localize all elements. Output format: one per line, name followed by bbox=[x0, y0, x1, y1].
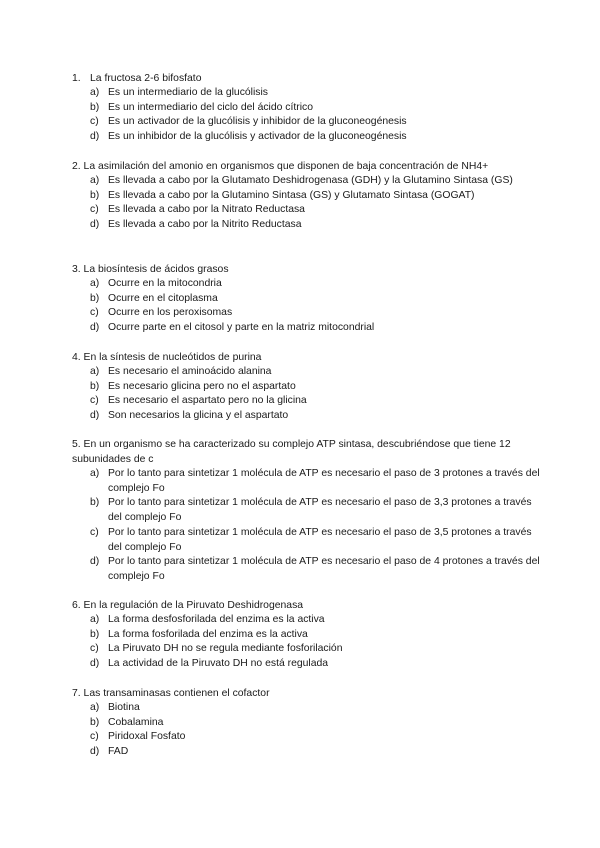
option-letter: c) bbox=[90, 204, 99, 216]
option-list bbox=[72, 174, 542, 233]
option-text: Es un inhibidor de la glucólisis y activador de la gluconeogénesis bbox=[108, 131, 407, 143]
option-b bbox=[72, 189, 542, 204]
option-text: La forma fosforilada del enzima es la activa bbox=[108, 628, 308, 640]
option-letter: b) bbox=[90, 189, 100, 201]
question-stem: 7. Las transaminasas contienen el cofactor bbox=[72, 688, 270, 699]
question-stem: 2. La asimilación del amonio en organismos que disponen de baja concentración de NH4+ bbox=[72, 161, 489, 172]
question-2 bbox=[72, 159, 542, 233]
option-letter: a) bbox=[90, 614, 100, 625]
option-text: Es necesario el aminoácido alanina bbox=[108, 366, 272, 377]
question-7 bbox=[72, 686, 542, 760]
option-letter: a) bbox=[90, 468, 100, 479]
option-letter: b) bbox=[90, 497, 100, 509]
option-c bbox=[72, 526, 542, 555]
option-letter: a) bbox=[90, 702, 100, 713]
option-letter: c) bbox=[90, 643, 99, 655]
option-letter: c) bbox=[90, 307, 99, 319]
option-letter: b) bbox=[90, 716, 100, 728]
question-1 bbox=[72, 71, 542, 145]
option-letter: d) bbox=[90, 322, 100, 334]
option-letter: a) bbox=[90, 366, 100, 377]
option-text: Son necesarios la glicina y el aspartato bbox=[108, 410, 289, 422]
question-stem bbox=[72, 71, 542, 86]
option-d bbox=[72, 745, 542, 760]
option-b bbox=[72, 628, 542, 643]
option-list bbox=[72, 613, 542, 672]
option-text: Es un intermediario de la glucólisis bbox=[108, 87, 268, 98]
option-c bbox=[72, 203, 542, 218]
question-6 bbox=[72, 598, 542, 672]
option-c bbox=[72, 730, 542, 745]
option-letter: b) bbox=[90, 628, 100, 640]
option-d bbox=[72, 555, 542, 584]
option-letter: c) bbox=[90, 526, 99, 538]
option-letter: d) bbox=[90, 131, 100, 143]
option-text: Ocurre parte en el citosol y parte en la matriz mitocondrial bbox=[108, 322, 375, 334]
option-letter: b) bbox=[90, 380, 100, 392]
option-list bbox=[72, 467, 542, 585]
option-text: Es un activador de la glucólisis y inhibidor de la gluconeogénesis bbox=[108, 116, 407, 128]
option-d bbox=[72, 218, 542, 233]
option-letter: c) bbox=[90, 116, 99, 128]
option-a bbox=[72, 86, 542, 101]
option-a bbox=[72, 277, 542, 292]
option-letter: a) bbox=[90, 278, 100, 289]
option-letter: c) bbox=[90, 731, 99, 743]
option-d bbox=[72, 321, 542, 336]
option-text: Por lo tanto para sintetizar 1 molécula de ATP es necesario el paso de 3 protones a través del complejo Fo bbox=[108, 468, 540, 494]
option-letter: d) bbox=[90, 746, 100, 758]
option-a bbox=[72, 365, 542, 380]
option-text: Piridoxal Fosfato bbox=[108, 731, 186, 743]
option-letter: d) bbox=[90, 556, 100, 568]
option-b bbox=[72, 101, 542, 116]
option-text: Es un intermediario del ciclo del ácido cítrico bbox=[108, 101, 314, 113]
option-b bbox=[72, 380, 542, 395]
option-c bbox=[72, 642, 542, 657]
option-c bbox=[72, 115, 542, 130]
option-text: La forma desfosforilada del enzima es la activa bbox=[108, 614, 325, 625]
question-stem: 6. En la regulación de la Piruvato Deshidrogenasa bbox=[72, 600, 304, 611]
option-text: Es llevada a cabo por la Nitrito Reductasa bbox=[108, 219, 302, 231]
option-letter: b) bbox=[90, 292, 100, 304]
option-text: Ocurre en el citoplasma bbox=[108, 292, 218, 304]
option-letter: b) bbox=[90, 101, 100, 113]
option-text: Es necesario el aspartato pero no la glicina bbox=[108, 395, 307, 407]
option-text: Biotina bbox=[108, 702, 140, 713]
option-text: La actividad de la Piruvato DH no está regulada bbox=[108, 658, 329, 670]
option-letter: a) bbox=[90, 87, 100, 98]
option-list bbox=[72, 86, 542, 145]
option-text: Por lo tanto para sintetizar 1 molécula de ATP es necesario el paso de 3,5 protones a través del complejo Fo bbox=[108, 526, 532, 553]
question-stem: 5. En un organismo se ha caracterizado su complejo ATP sintasa, descubriéndose que tiene 12 subunidades de c bbox=[72, 439, 511, 465]
option-c bbox=[72, 394, 542, 409]
option-text: Es llevada a cabo por la Glutamino Sintasa (GS) y Glutamato Sintasa (GOGAT) bbox=[108, 189, 475, 201]
question-stem: 3. La biosíntesis de ácidos grasos bbox=[72, 264, 229, 275]
option-list bbox=[72, 701, 542, 760]
option-list bbox=[72, 277, 542, 336]
option-b bbox=[72, 292, 542, 307]
option-list bbox=[72, 365, 542, 424]
question-number: 1. bbox=[72, 73, 81, 84]
question-3 bbox=[72, 262, 542, 336]
option-b bbox=[72, 496, 542, 525]
option-letter: d) bbox=[90, 219, 100, 231]
option-letter: a) bbox=[90, 175, 100, 186]
option-letter: d) bbox=[90, 658, 100, 670]
option-text: Es necesario glicina pero no el aspartato bbox=[108, 380, 296, 392]
question-stem-text: La fructosa 2-6 bifosfato bbox=[90, 73, 202, 84]
option-text: Ocurre en los peroxisomas bbox=[108, 307, 233, 319]
option-text: FAD bbox=[108, 746, 129, 758]
option-text: Cobalamina bbox=[108, 716, 164, 728]
option-text: Por lo tanto para sintetizar 1 molécula de ATP es necesario el paso de 3,3 protones a través del complejo Fo bbox=[108, 497, 532, 524]
question-5 bbox=[72, 437, 542, 585]
option-letter: d) bbox=[90, 410, 100, 422]
option-d bbox=[72, 409, 542, 424]
option-d bbox=[72, 130, 542, 145]
option-a bbox=[72, 613, 542, 628]
option-c bbox=[72, 306, 542, 321]
option-a bbox=[72, 174, 542, 189]
option-letter: c) bbox=[90, 395, 99, 407]
question-4 bbox=[72, 350, 542, 424]
option-text: Por lo tanto para sintetizar 1 molécula de ATP es necesario el paso de 4 protones a través del complejo Fo bbox=[108, 556, 540, 582]
option-d bbox=[72, 657, 542, 672]
option-text: Es llevada a cabo por la Nitrato Reductasa bbox=[108, 204, 305, 216]
option-a bbox=[72, 701, 542, 716]
option-text: Es llevada a cabo por la Glutamato Deshidrogenasa (GDH) y la Glutamino Sintasa (GS) bbox=[108, 175, 513, 186]
option-text: La Piruvato DH no se regula mediante fosforilación bbox=[108, 643, 343, 655]
option-a bbox=[72, 467, 542, 496]
option-b bbox=[72, 716, 542, 731]
option-text: Ocurre en la mitocondria bbox=[108, 278, 222, 289]
question-stem: 4. En la síntesis de nucleótidos de purina bbox=[72, 352, 262, 363]
